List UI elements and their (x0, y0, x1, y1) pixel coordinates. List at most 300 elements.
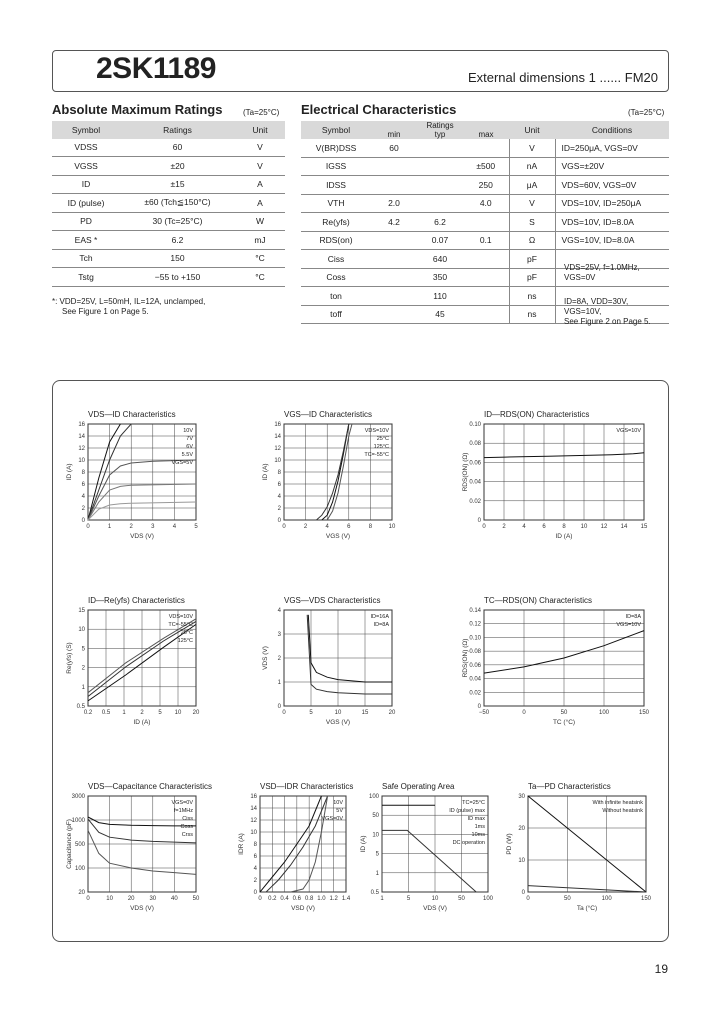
y-tick-label: 12 (250, 818, 257, 824)
elec-cell-symbol: Re(yfs) (301, 213, 371, 232)
x-tick-label: 1 (107, 524, 112, 530)
elec-cell-typ: 0.07 (417, 231, 463, 250)
y-tick-label: 1 (375, 870, 379, 877)
chart-title: ID—RDS(ON) Characteristics (484, 410, 590, 419)
elec-cell-typ: 6.2 (417, 213, 463, 232)
elec-cell-unit: pF (509, 250, 555, 269)
chart-title: VSD—IDR Characteristics (260, 782, 354, 791)
chart-svg (502, 782, 650, 910)
chart-svg (62, 596, 200, 724)
abs-max-cell-symbol: VGSS (52, 157, 120, 176)
x-tick-label: 1.4 (341, 896, 351, 902)
x-tick-label: 15 (640, 524, 648, 530)
y-tick-label: 0.10 (469, 635, 481, 642)
y-tick-label: 0.10 (469, 422, 481, 428)
chart-1 (258, 410, 396, 538)
y-tick-label: 8 (277, 470, 281, 476)
x-tick-label: 1.2 (329, 896, 338, 902)
x-tick-label: 5 (309, 710, 313, 716)
x-tick-label: 0 (86, 524, 90, 530)
chart-4 (258, 596, 396, 724)
x-tick-label: 4 (522, 524, 526, 530)
x-tick-label: 1 (380, 896, 384, 902)
elec-row (301, 139, 669, 157)
abs-max-cell-rating: ±60 (Tch≦150°C) (120, 194, 235, 213)
chart-title: TC—RDS(ON) Characteristics (484, 596, 593, 605)
elec-cell-max (463, 250, 509, 269)
x-tick-label: 0.2 (268, 896, 277, 902)
chart-svg (356, 782, 492, 910)
chart-annotation: Ciss (182, 816, 193, 822)
x-tick-label: 50 (458, 896, 465, 902)
chart-annotation: VGS=0V (171, 800, 193, 806)
x-tick-label: 20 (192, 710, 200, 716)
chart-8 (356, 782, 492, 910)
abs-max-cell-rating: 30 (Tc=25°C) (120, 212, 235, 231)
elec-cell-min: 2.0 (371, 194, 417, 213)
chart-annotation: TC=-55°C (364, 452, 389, 458)
col-unit: Unit (509, 121, 555, 139)
elec-cell-typ (417, 176, 463, 195)
y-tick-label: 1000 (71, 818, 85, 824)
x-tick-label: 5 (406, 896, 411, 902)
x-tick-label: 20 (127, 896, 135, 902)
elec-cell-typ (417, 139, 463, 157)
x-tick-label: 2 (140, 710, 144, 716)
y-axis-label: Re(yfs) (S) (66, 642, 73, 674)
y-tick-label: 10 (250, 830, 257, 836)
elec-cell-cond: VGS=±20V (555, 157, 669, 176)
y-tick-label: 4 (81, 494, 85, 500)
chart-annotation: VGS=5V (171, 460, 193, 466)
chart-annotation: DC operation (452, 840, 485, 846)
y-tick-label: 50 (372, 813, 379, 820)
x-axis-label: VGS (V) (325, 533, 351, 540)
elec-row (301, 213, 669, 232)
chart-6 (62, 782, 213, 912)
chart-annotation: 125°C (177, 638, 193, 644)
chart-annotation: Crss (181, 832, 193, 838)
x-axis-label: VDS (V) (130, 905, 154, 912)
elec-cell-max: 4.0 (463, 194, 509, 213)
abs-max-row (52, 231, 285, 250)
elec-row (301, 176, 669, 195)
x-tick-label: 8 (562, 524, 566, 530)
y-tick-label: 16 (78, 422, 85, 428)
abs-max-cell-rating: ±15 (120, 175, 235, 194)
chart-annotation: VGS=0V (321, 816, 343, 822)
x-tick-label: 0.4 (280, 896, 289, 902)
cond-capacitance (564, 263, 640, 283)
elec-row (301, 231, 669, 250)
x-tick-label: 0 (526, 896, 530, 902)
chart-annotation: 125°C (373, 444, 389, 450)
x-tick-label: 6 (347, 524, 351, 530)
y-tick-label: 4 (253, 866, 257, 872)
y-tick-label: 15 (78, 608, 85, 614)
y-tick-label: 0.5 (370, 890, 379, 896)
y-tick-label: 10 (78, 627, 85, 634)
x-tick-label: 10 (431, 896, 439, 902)
col-typ: typ (417, 130, 463, 139)
abs-max-cell-rating: 150 (120, 249, 235, 268)
elec-cell-min: 60 (371, 139, 417, 157)
chart-title: VDS—Capacitance Characteristics (88, 782, 213, 791)
y-tick-label: 100 (368, 794, 379, 800)
x-tick-label: 5 (194, 524, 198, 530)
y-tick-label: 6 (277, 482, 281, 488)
col-max: max (463, 130, 509, 139)
x-axis-label: VSD (V) (291, 905, 315, 912)
x-tick-label: 10 (580, 524, 588, 530)
x-tick-label: −50 (478, 710, 490, 716)
x-tick-label: 150 (638, 710, 650, 716)
series-line (88, 460, 196, 520)
abs-max-cell-symbol: ID (52, 175, 120, 194)
x-tick-label: 1 (122, 710, 126, 716)
y-tick-label: 20 (518, 826, 525, 832)
y-tick-label: 0.08 (469, 441, 481, 448)
col-unit: Unit (235, 121, 285, 139)
x-tick-label: 12 (600, 524, 608, 530)
y-tick-label: 0 (477, 518, 481, 524)
elec-cell-symbol: IGSS (301, 157, 371, 176)
y-axis-label: IDR (A) (238, 833, 245, 855)
abs-max-title: Absolute Maximum Ratings (52, 102, 223, 117)
x-tick-label: 2 (502, 524, 506, 530)
elec-row (301, 157, 669, 176)
cond-sw-line-1: ID=8A, VDD=30V, (564, 297, 629, 306)
x-tick-label: 50 (563, 896, 571, 902)
y-tick-label: 4 (277, 494, 281, 500)
elec-cell-cond: VDS=10V, ID=8.0A (555, 213, 669, 232)
y-tick-label: 20 (78, 890, 85, 896)
y-tick-label: 100 (74, 866, 85, 872)
y-tick-label: 2 (81, 665, 85, 672)
chart-annotation: 5.5V (181, 452, 193, 458)
x-tick-label: 0 (282, 710, 286, 716)
chart-annotation: 10V (183, 428, 193, 434)
chart-title: Safe Operating Area (382, 782, 455, 791)
elec-condition: (Ta=25°C) (628, 108, 665, 117)
chart-title: Ta—PD Characteristics (528, 782, 611, 791)
y-tick-label: 3 (277, 632, 281, 638)
elec-cell-max (463, 287, 509, 306)
y-axis-label: ID (A) (360, 835, 367, 853)
elec-cell-max (463, 213, 509, 232)
y-tick-label: 30 (518, 794, 525, 800)
chart-annotation: 7V (186, 436, 193, 442)
chart-2 (458, 410, 648, 538)
elec-cell-symbol: IDSS (301, 176, 371, 195)
elec-cell-min (371, 176, 417, 195)
y-tick-label: 0.04 (469, 676, 481, 683)
y-tick-label: 1 (277, 680, 281, 686)
x-tick-label: 0.2 (83, 710, 93, 716)
elec-cell-typ: 640 (417, 250, 463, 269)
chart-annotation: 6V (186, 444, 193, 450)
abs-max-cell-rating: ±20 (120, 157, 235, 176)
elec-cell-symbol: ton (301, 287, 371, 306)
elec-cell-min (371, 157, 417, 176)
y-axis-label: ID (A) (66, 463, 73, 481)
chart-0 (62, 410, 200, 538)
y-tick-label: 0.08 (469, 649, 481, 656)
abs-max-row (52, 157, 285, 176)
elec-cell-cond: VGS=10V, ID=8.0A (555, 231, 669, 250)
y-tick-label: 0.04 (469, 479, 481, 486)
y-axis-label: RDS(ON) (Ω) (462, 452, 469, 492)
y-tick-label: 0.02 (469, 498, 481, 505)
chart-9 (502, 782, 650, 910)
part-number: 2SK1189 (96, 52, 216, 85)
elec-cell-symbol: RDS(on) (301, 231, 371, 250)
chart-annotation: 25°C (376, 436, 389, 442)
x-tick-label: 0.8 (304, 896, 314, 902)
y-axis-label: ID (A) (262, 463, 269, 481)
y-tick-label: 0.06 (469, 662, 481, 669)
y-tick-label: 0 (477, 704, 481, 710)
x-tick-label: 15 (361, 710, 369, 716)
x-tick-label: 100 (598, 710, 610, 716)
x-tick-label: 2 (129, 524, 133, 530)
abs-max-cell-symbol: ID (pulse) (52, 194, 120, 213)
chart-3 (62, 596, 200, 724)
x-tick-label: 0 (258, 896, 262, 902)
elec-cell-typ: 350 (417, 268, 463, 287)
x-tick-label: 10 (334, 710, 342, 716)
elec-cell-max: 0.1 (463, 231, 509, 250)
note-line-2: See Figure 1 on Page 5. (62, 307, 149, 316)
elec-cell-unit: pF (509, 268, 555, 287)
elec-cell-typ: 110 (417, 287, 463, 306)
elec-cell-unit: S (509, 213, 555, 232)
y-tick-label: 8 (253, 842, 257, 848)
y-tick-label: 500 (74, 842, 85, 848)
y-tick-label: 14 (78, 434, 85, 440)
y-tick-label: 14 (274, 434, 281, 440)
elec-cell-symbol: Coss (301, 268, 371, 287)
chart-annotation: VGS=10V (616, 622, 641, 628)
x-tick-label: 4 (172, 524, 177, 530)
cond-sw-line-3: See Figure 2 on Page 5. (564, 317, 651, 326)
y-tick-label: 0.06 (469, 460, 481, 467)
abs-max-row (52, 175, 285, 194)
x-tick-label: 20 (388, 710, 396, 716)
abs-max-cell-unit: W (235, 212, 285, 231)
x-tick-label: 150 (640, 896, 652, 902)
chart-annotation: ID max (467, 816, 485, 822)
y-tick-label: 0 (253, 890, 257, 896)
elec-cell-max (463, 139, 509, 157)
chart-annotation: ID=8A (373, 622, 389, 628)
abs-max-row (52, 212, 285, 231)
chart-svg (458, 410, 648, 538)
y-tick-label: 1 (81, 684, 85, 691)
page-number: 19 (654, 962, 668, 976)
elec-cell-min: 4.2 (371, 213, 417, 232)
y-tick-label: 2 (81, 506, 85, 512)
y-tick-label: 2 (253, 878, 257, 884)
y-tick-label: 0.02 (469, 690, 481, 697)
elec-cell-max: ±500 (463, 157, 509, 176)
elec-cell-unit: Ω (509, 231, 555, 250)
x-axis-label: VGS (V) (325, 719, 351, 726)
abs-max-row (52, 268, 285, 287)
x-tick-label: 0 (282, 524, 286, 530)
x-tick-label: 100 (601, 896, 612, 902)
cond-switching (564, 297, 651, 327)
y-tick-label: 10 (274, 458, 281, 464)
x-axis-label: ID (A) (555, 533, 573, 540)
x-axis-label: Ta (°C) (576, 905, 598, 912)
y-tick-label: 10 (78, 458, 85, 464)
x-axis-label: VDS (V) (130, 533, 154, 540)
x-tick-label: 10 (388, 524, 396, 530)
abs-max-cell-unit: °C (235, 249, 285, 268)
elec-cell-typ (417, 157, 463, 176)
y-axis-label: RDS(ON) (Ω) (462, 638, 469, 678)
x-tick-label: 4 (325, 524, 329, 530)
series-line (88, 819, 196, 843)
external-dimensions: External dimensions 1 ...... FM20 (467, 70, 658, 85)
x-tick-label: 50 (560, 710, 568, 716)
x-tick-label: 0.6 (292, 896, 302, 902)
abs-max-condition: (Ta=25°C) (243, 108, 280, 117)
elec-cell-max (463, 268, 509, 287)
col-symbol: Symbol (52, 121, 120, 139)
y-tick-label: 6 (253, 854, 257, 860)
abs-max-row (52, 249, 285, 268)
elec-cell-min (371, 287, 417, 306)
y-tick-label: 0.5 (76, 704, 85, 710)
elec-cell-min (371, 305, 417, 324)
cond-cap-line-1: VDS=25V, f=1.0MHz, (564, 263, 640, 272)
elec-cell-unit: ns (509, 287, 555, 306)
chart-title: VGS—ID Characteristics (284, 410, 373, 419)
series-line (88, 502, 196, 520)
y-tick-label: 3000 (71, 794, 85, 800)
chart-svg (234, 782, 350, 910)
elec-cell-typ: 45 (417, 305, 463, 324)
abs-max-cell-rating: −55 to +150 (120, 268, 235, 287)
col-ratings: Ratings (371, 121, 509, 130)
chart-svg (258, 410, 396, 538)
y-tick-label: 16 (274, 422, 281, 428)
chart-annotation: VDS=10V (168, 614, 193, 620)
chart-svg (258, 596, 396, 724)
y-tick-label: 0.14 (469, 608, 481, 614)
elec-cell-unit: V (509, 194, 555, 213)
abs-max-cell-symbol: EAS * (52, 231, 120, 250)
y-axis-label: VDS (V) (262, 646, 269, 670)
x-tick-label: 5 (158, 710, 162, 716)
series-line (528, 886, 646, 892)
chart-annotation: 10V (333, 800, 343, 806)
y-tick-label: 2 (277, 656, 281, 662)
chart-annotation: Coss (180, 824, 193, 830)
elec-cell-min (371, 268, 417, 287)
chart-annotation: ID=8A (625, 614, 641, 620)
x-tick-label: 0.5 (101, 710, 111, 716)
abs-max-table (52, 121, 285, 287)
x-tick-label: 30 (149, 896, 157, 902)
abs-max-cell-symbol: PD (52, 212, 120, 231)
chart-title: ID—Re(yfs) Characteristics (88, 596, 185, 605)
abs-max-row (52, 139, 285, 157)
y-axis-label: Capacitance (pF) (66, 819, 73, 869)
x-axis-label: ID (A) (133, 719, 151, 726)
chart-7 (234, 782, 354, 912)
chart-annotation: 25°C (180, 630, 193, 636)
y-tick-label: 8 (81, 470, 85, 476)
y-tick-label: 0 (277, 704, 281, 710)
abs-max-cell-rating: 6.2 (120, 231, 235, 250)
x-tick-label: 50 (192, 896, 200, 902)
chart-annotation: 5V (336, 808, 343, 814)
chart-annotation: Without heatsink (602, 808, 643, 814)
cond-cap-line-2: VGS=0V (564, 273, 596, 282)
chart-annotation: ID=16A (370, 614, 389, 620)
elec-cell-unit: ns (509, 305, 555, 324)
y-tick-label: 0 (277, 518, 281, 524)
y-tick-label: 16 (250, 794, 257, 800)
y-tick-label: 12 (274, 446, 281, 452)
abs-max-cell-symbol: Tch (52, 249, 120, 268)
y-tick-label: 0 (521, 890, 525, 896)
elec-cell-cond: VDS=10V, ID=250μA (555, 194, 669, 213)
elec-cell-symbol: Ciss (301, 250, 371, 269)
y-tick-label: 4 (277, 608, 281, 614)
x-tick-label: 2 (303, 524, 308, 530)
elec-cell-min (371, 231, 417, 250)
x-tick-label: 1.0 (317, 896, 326, 902)
y-axis-label: PD (W) (506, 833, 513, 855)
x-tick-label: 14 (620, 524, 628, 530)
x-tick-label: 10 (106, 896, 113, 902)
chart-title: VDS—ID Characteristics (88, 410, 176, 419)
x-tick-label: 8 (368, 524, 373, 530)
elec-title: Electrical Characteristics (301, 102, 457, 117)
elec-cell-max: 250 (463, 176, 509, 195)
y-tick-label: 6 (81, 482, 85, 488)
elec-cell-symbol: V(BR)DSS (301, 139, 371, 157)
x-tick-label: 10 (174, 710, 182, 716)
chart-annotation: ID (pulse) max (449, 808, 485, 814)
x-tick-label: 100 (482, 896, 494, 902)
col-symbol: Symbol (301, 121, 371, 139)
abs-max-cell-unit: mJ (235, 231, 285, 250)
abs-max-cell-symbol: VDSS (52, 139, 120, 157)
abs-max-note (52, 297, 205, 317)
elec-table (301, 121, 669, 324)
chart-annotation: With infinite heatsink (592, 800, 643, 806)
chart-svg (458, 596, 648, 724)
elec-cell-max (463, 305, 509, 324)
chart-annotation: 1ms (474, 824, 485, 830)
x-tick-label: 0 (522, 710, 526, 716)
abs-max-cell-unit: A (235, 175, 285, 194)
y-tick-label: 0.12 (469, 621, 481, 628)
elec-cell-unit: nA (509, 157, 555, 176)
abs-max-row (52, 194, 285, 213)
elec-cell-cond: VDS=60V, VGS=0V (555, 176, 669, 195)
chart-5 (458, 596, 648, 724)
elec-cell-unit: μA (509, 176, 555, 195)
col-min: min (371, 130, 417, 139)
chart-title: VGS—VDS Characteristics (284, 596, 381, 605)
col-conditions: Conditions (555, 121, 669, 139)
